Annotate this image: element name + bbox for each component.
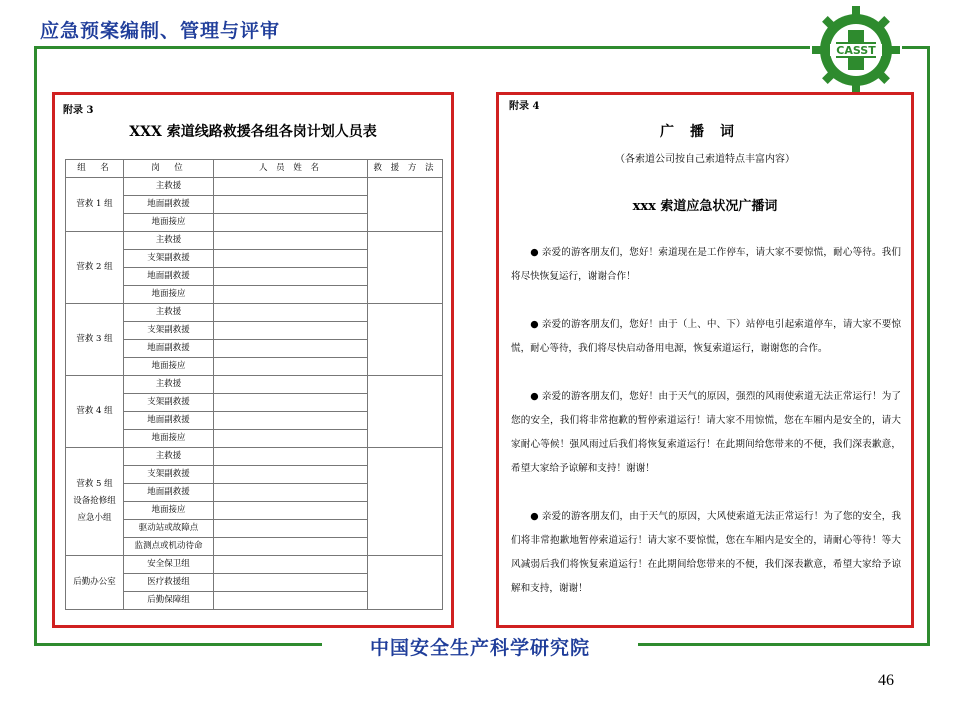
broadcast-paragraph: ● 亲爱的游客朋友们，您好！索道现在是工作停车，请大家不要惊慌，耐心等待。我们将尽快恢复运行，谢谢合作！ xyxy=(511,247,901,282)
casst-logo xyxy=(810,4,902,96)
staff-name-cell xyxy=(214,502,368,520)
method-cell xyxy=(368,304,443,376)
appendix-3-label: 附录 3 xyxy=(63,105,94,116)
casst-gear-icon xyxy=(810,4,902,96)
group-name: 营救 4 组 xyxy=(66,376,124,448)
post-cell: 安全保卫组 xyxy=(124,556,214,574)
table-row xyxy=(66,178,443,196)
column-header: 组 名 xyxy=(66,160,124,178)
institution-name: 中国安全生产科学研究院 xyxy=(322,633,638,660)
group-name-stack xyxy=(66,448,124,556)
staff-name-cell xyxy=(214,484,368,502)
staff-name-cell xyxy=(214,358,368,376)
post-cell: 地面副救援 xyxy=(124,412,214,430)
staff-name-cell xyxy=(214,178,368,196)
table-row xyxy=(66,376,443,394)
staff-name-cell xyxy=(214,196,368,214)
broadcast-paragraph: ● 亲爱的游客朋友们，您好！由于天气的原因，强烈的风雨使索道无法正常运行！为了您的安全，我们将非常抱歉的暂停索道运行！请大家不用惊慌，您在车厢内是安全的，请大家耐心等候！强风雨过后我们将恢复索道运行！在此期间给您带来的不便，我们深表歉意，希望大家给予谅解和支持！谢谢！ xyxy=(511,391,901,474)
post-cell: 支架副救援 xyxy=(124,394,214,412)
table-row xyxy=(66,448,443,466)
staff-name-cell xyxy=(214,448,368,466)
column-header: 救 援 方 法 xyxy=(368,160,443,178)
appendix-4-label: 附录 4 xyxy=(509,101,540,112)
post-cell: 支架副救援 xyxy=(124,322,214,340)
staff-name-cell xyxy=(214,556,368,574)
staff-name-cell xyxy=(214,376,368,394)
group-name: 设备抢修组 xyxy=(73,496,116,506)
post-cell: 地面副救援 xyxy=(124,340,214,358)
post-cell: 地面副救援 xyxy=(124,484,214,502)
post-cell: 主救援 xyxy=(124,448,214,466)
post-cell: 地面接应 xyxy=(124,286,214,304)
staff-name-cell xyxy=(214,574,368,592)
post-cell: 主救援 xyxy=(124,232,214,250)
post-cell: 主救援 xyxy=(124,178,214,196)
logo-text: CASST xyxy=(836,44,876,57)
broadcast-title: 广播词 xyxy=(660,124,750,140)
group-name: 营救 3 组 xyxy=(66,304,124,376)
broadcast-subtitle: （各索道公司按自己索道特点丰富内容） xyxy=(615,154,795,165)
staff-name-cell xyxy=(214,322,368,340)
method-cell xyxy=(368,448,443,556)
group-name: 应急小组 xyxy=(77,513,112,523)
staff-name-cell xyxy=(214,304,368,322)
broadcast-paragraph: ● 亲爱的游客朋友们，您好！由于（上、中、下）站停电引起索道停车，请大家不要惊慌，耐心等待，我们将尽快启动备用电源，恢复索道运行，谢谢您的合作。 xyxy=(511,319,901,354)
staff-name-cell xyxy=(214,232,368,250)
group-name: 营救 2 组 xyxy=(66,232,124,304)
staff-name-cell xyxy=(214,214,368,232)
staff-name-cell xyxy=(214,250,368,268)
post-cell: 监测点或机动待命 xyxy=(124,538,214,556)
post-cell: 医疗救援组 xyxy=(124,574,214,592)
broadcast-body xyxy=(511,241,901,625)
slide-title: 应急预案编制、管理与评审 xyxy=(40,20,281,42)
staff-name-cell xyxy=(214,430,368,448)
group-name: 营救 1 组 xyxy=(66,178,124,232)
staff-name-cell xyxy=(214,520,368,538)
method-cell xyxy=(368,178,443,232)
page-number: 46 xyxy=(878,672,894,689)
appendix-3-title: XXX 索道线路救援各组各岗计划人员表 xyxy=(129,124,377,140)
group-name: 营救 5 组 xyxy=(76,479,113,489)
post-cell: 地面接应 xyxy=(124,502,214,520)
post-cell: 支架副救援 xyxy=(124,250,214,268)
post-cell: 地面副救援 xyxy=(124,196,214,214)
post-cell: 后勤保障组 xyxy=(124,592,214,610)
column-header: 岗 位 xyxy=(124,160,214,178)
broadcast-paragraph: ● 亲爱的游客朋友们，由于天气的原因，大风使索道无法正常运行！为了您的安全，我们将非常抱歉地暂停索道运行！请大家不要惊慌，您在车厢内是安全的，请耐心等待！等大风减弱后我们将恢复索道运行！在此期间给您带来的不便，我们深表歉意，希望大家给予谅解和支持，谢谢！ xyxy=(511,511,901,594)
staff-name-cell xyxy=(214,592,368,610)
table-row xyxy=(66,304,443,322)
table-row xyxy=(66,556,443,574)
method-cell xyxy=(368,376,443,448)
staff-name-cell xyxy=(214,340,368,358)
staff-name-cell xyxy=(214,394,368,412)
staff-name-cell xyxy=(214,286,368,304)
staff-name-cell xyxy=(214,412,368,430)
post-cell: 主救援 xyxy=(124,304,214,322)
method-cell xyxy=(368,232,443,304)
staff-name-cell xyxy=(214,466,368,484)
post-cell: 地面接应 xyxy=(124,358,214,376)
post-cell: 驱动站或故障点 xyxy=(124,520,214,538)
appendix-3-panel xyxy=(52,92,454,628)
post-cell: 地面接应 xyxy=(124,430,214,448)
rescue-plan-table xyxy=(65,159,443,610)
broadcast-heading: xxx 索道应急状况广播词 xyxy=(632,199,778,214)
group-name: 后勤办公室 xyxy=(66,556,124,610)
method-cell xyxy=(368,556,443,610)
staff-name-cell xyxy=(214,538,368,556)
table-header-row xyxy=(66,160,443,178)
staff-name-cell xyxy=(214,268,368,286)
appendix-4-panel xyxy=(496,92,914,628)
post-cell: 主救援 xyxy=(124,376,214,394)
post-cell: 支架副救援 xyxy=(124,466,214,484)
table-row xyxy=(66,232,443,250)
column-header: 人 员 姓 名 xyxy=(214,160,368,178)
post-cell: 地面接应 xyxy=(124,214,214,232)
post-cell: 地面副救援 xyxy=(124,268,214,286)
